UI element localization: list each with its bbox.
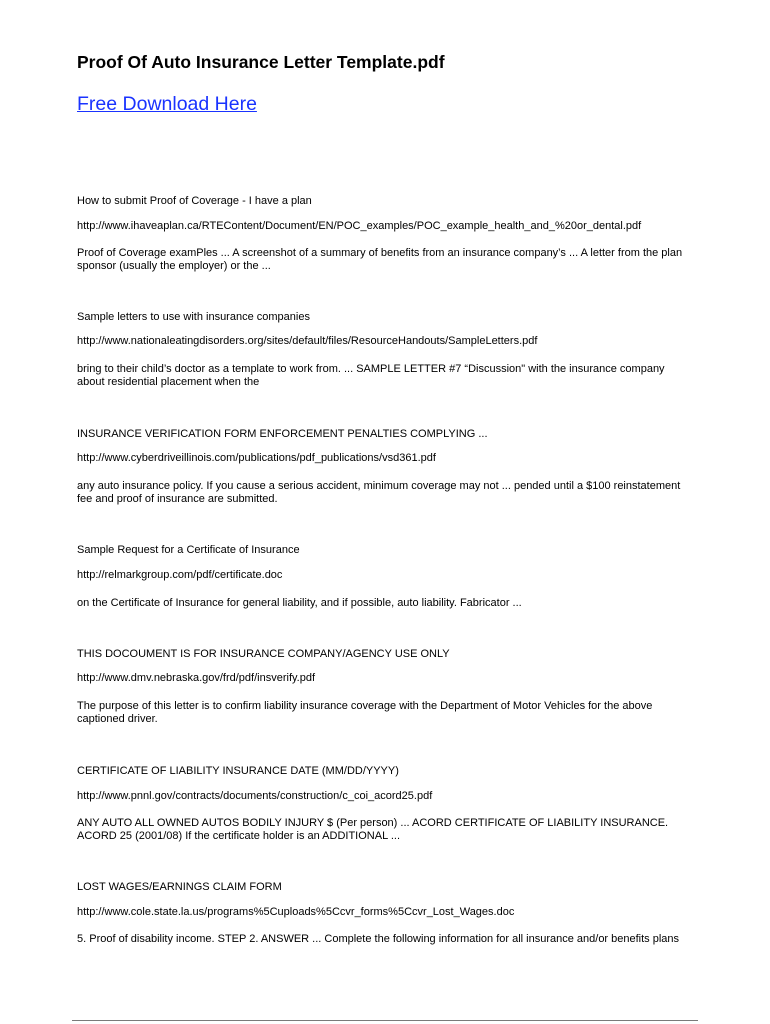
- result-snippet-line: about residential placement when the: [77, 376, 260, 388]
- result-snippet-line: on the Certificate of Insurance for general liability, and if possible, auto liability. Fabricator ...: [77, 597, 522, 609]
- result-url[interactable]: http://www.dmv.nebraska.gov/frd/pdf/insverify.pdf: [77, 672, 316, 684]
- free-download-link[interactable]: Free Download Here: [77, 93, 257, 115]
- result-heading: LOST WAGES/EARNINGS CLAIM FORM: [77, 881, 282, 893]
- result-heading: Sample letters to use with insurance companies: [77, 311, 310, 323]
- result-heading: CERTIFICATE OF LIABILITY INSURANCE DATE (MM/DD/YYYY): [77, 765, 399, 777]
- result-snippet-line: bring to their child’s doctor as a template to work from. ... SAMPLE LETTER #7 “Discussion" with the insurance company: [77, 363, 665, 375]
- result-url[interactable]: http://www.cole.state.la.us/programs%5Cuploads%5Ccvr_forms%5Ccvr_Lost_Wages.doc: [77, 906, 515, 918]
- result-snippet-line: 5. Proof of disability income. STEP 2. ANSWER ... Complete the following information for all insurance and/or benefits plans: [77, 933, 680, 945]
- result-snippet-line: Proof of Coverage examPles ... A screenshot of a summary of benefits from an insurance company’s ... A letter from the plan: [77, 247, 683, 259]
- result-url[interactable]: http://relmarkgroup.com/pdf/certificate.doc: [77, 569, 283, 581]
- result-heading: Sample Request for a Certificate of Insurance: [77, 544, 300, 556]
- result-snippet-line: captioned driver.: [77, 713, 158, 725]
- result-snippet-line: fee and proof of insurance are submitted.: [77, 493, 278, 505]
- result-url[interactable]: http://www.ihaveaplan.ca/RTEContent/Document/EN/POC_examples/POC_example_health_and_%20or_dental.pdf: [77, 220, 642, 232]
- result-heading: How to submit Proof of Coverage - I have a plan: [77, 195, 312, 207]
- footer-divider: [72, 1020, 698, 1021]
- result-snippet-line: The purpose of this letter is to confirm liability insurance coverage with the Department of Motor Vehicles for the above: [77, 700, 653, 712]
- result-snippet-line: sponsor (usually the employer) or the ...: [77, 260, 271, 272]
- result-heading: THIS DOCOUMENT IS FOR INSURANCE COMPANY/AGENCY USE ONLY: [77, 648, 450, 660]
- result-snippet-line: ANY AUTO ALL OWNED AUTOS BODILY INJURY $ (Per person) ... ACORD CERTIFICATE OF LIABILITY INSURANCE.: [77, 817, 669, 829]
- page-title: Proof Of Auto Insurance Letter Template.pdf: [77, 52, 445, 72]
- result-snippet-line: any auto insurance policy. If you cause a serious accident, minimum coverage may not ... pended until a $100 reinstatement: [77, 480, 681, 492]
- result-url[interactable]: http://www.pnnl.gov/contracts/documents/construction/c_coi_acord25.pdf: [77, 790, 433, 802]
- result-heading: INSURANCE VERIFICATION FORM ENFORCEMENT PENALTIES COMPLYING ...: [77, 428, 488, 440]
- result-url[interactable]: http://www.nationaleatingdisorders.org/sites/default/files/ResourceHandouts/SampleLetters.pdf: [77, 335, 538, 347]
- result-snippet-line: ACORD 25 (2001/08) If the certificate holder is an ADDITIONAL ...: [77, 830, 401, 842]
- result-url[interactable]: http://www.cyberdriveillinois.com/publications/pdf_publications/vsd361.pdf: [77, 452, 436, 464]
